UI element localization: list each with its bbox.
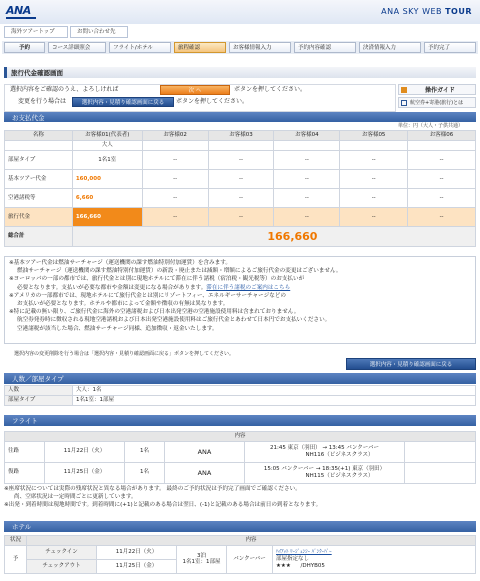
tab-overseas-top[interactable]: 海外ツアートップ xyxy=(4,26,68,38)
col-header: お客様04 xyxy=(274,131,340,141)
hotel-room-type: 部屋指定なし xyxy=(276,555,310,562)
col-header: お客様06 xyxy=(408,131,476,141)
tab-contact[interactable]: お問い合わせ先 xyxy=(70,26,128,38)
step-complete: 予約完了 xyxy=(424,42,476,53)
cell: -- xyxy=(274,170,340,189)
notice-line: 航空券発券時に徴収される現地空港諸税および日本出発空港施設使用料はご旅行代金とあわせて日本円でお支払いください。 xyxy=(17,317,331,324)
airport-tax-label: 航空券+寄港(旅行)とは xyxy=(410,100,464,106)
step-reserve: 予約 xyxy=(4,42,45,53)
flight-route: 21:45 東京（羽田） → 13:45 バンクーバー xyxy=(270,445,379,451)
row-label: 人数 xyxy=(5,386,73,396)
unit-note: 単位：円（大人・子供共通） xyxy=(398,123,464,129)
table-row xyxy=(5,462,476,483)
table-row xyxy=(5,396,476,406)
cell: -- xyxy=(340,208,408,227)
logo-underline xyxy=(6,17,36,19)
cell: 1名1室 xyxy=(72,151,142,170)
total-value: 166,660 xyxy=(267,229,318,243)
flight-section-title xyxy=(4,415,476,426)
instruction-text1-post: ボタンを押してください。 xyxy=(234,86,307,93)
checkin-date: 11月22日（火） xyxy=(97,545,177,559)
checkout-label: チェックアウト xyxy=(27,559,97,573)
flight-title: フライト xyxy=(12,416,38,425)
payment-section-title xyxy=(4,112,476,122)
change-note: 選択内容の変更削除を行う場合は「選択内容・見積り確認画面に戻る」ボタンを押してください。 xyxy=(14,351,235,357)
step-itinerary-confirm: 旅程確認 xyxy=(174,42,226,53)
cell: -- xyxy=(142,208,208,227)
step-customer-info: お客様情報入力 xyxy=(229,42,291,53)
airport-tax-link[interactable] xyxy=(398,97,476,108)
row-label: 部屋タイプ xyxy=(5,151,73,170)
hotel-table xyxy=(4,535,476,574)
flight-airline: ANA xyxy=(165,462,245,483)
notice-line: ※出発・到着時間は現地時間です。到着時間に(+1)と記載のある場合は翌日、(-1)と記載のある場合は前日の到着となります。 xyxy=(4,502,322,509)
persons-table xyxy=(4,385,476,406)
cell: 大人：1名 xyxy=(73,386,476,396)
notice-line: ※座席状況については実際の残席状況と異なる場合があります。 最終のご予約状況は予約完了画面でご確認ください。 xyxy=(4,486,301,492)
hotel-city: バンクーバー xyxy=(227,545,273,573)
flight-airline: ANA xyxy=(165,441,245,462)
col-header: お客様01(代表者) xyxy=(72,131,142,141)
back-to-estimate-button[interactable]: 選択内容・見積り確認画面に戻る xyxy=(72,97,174,107)
brand-name xyxy=(381,7,472,17)
flight-content-header: 内容 xyxy=(5,432,476,442)
cell: -- xyxy=(274,208,340,227)
table-row xyxy=(5,208,476,227)
instruction-text2: 変更を行う場合は xyxy=(18,98,67,105)
row-label: 旅行代金 xyxy=(5,208,73,227)
notice-box xyxy=(4,256,476,344)
cell: -- xyxy=(208,208,274,227)
flight-route: 15:05 バンクーバー → 18:35(+1) 東京（羽田） xyxy=(263,466,386,472)
persons-section-title xyxy=(4,373,476,384)
cell: -- xyxy=(142,189,208,208)
cell: -- xyxy=(340,151,408,170)
cell: 160,000 xyxy=(72,170,142,189)
cell: -- xyxy=(274,151,340,170)
cell: -- xyxy=(408,208,476,227)
row-label: 空港諸税等 xyxy=(5,189,73,208)
brand-suffix: TOUR xyxy=(445,7,472,16)
cell: -- xyxy=(408,189,476,208)
step-payment-info: 決済情報入力 xyxy=(359,42,421,53)
flight-table xyxy=(4,431,476,484)
cell: -- xyxy=(142,151,208,170)
hotel-content-header: 内容 xyxy=(27,536,476,546)
hotel-title: ホテル xyxy=(12,522,32,531)
cell: -- xyxy=(408,170,476,189)
table-row xyxy=(5,170,476,189)
hotel-status: 予 xyxy=(5,545,27,573)
hotel-status-header: 状況 xyxy=(5,536,27,546)
cell: -- xyxy=(208,189,274,208)
payment-title: お支払代金 xyxy=(12,113,45,122)
notice-line: 燃油サーチャージ（運送機関の課す燃油特別付加運賃）の新設・廃止または減額・増額によるご旅行代金の変更はございません。 xyxy=(17,268,342,275)
guide-label: 操作ガイド xyxy=(425,86,455,94)
page-title: 旅行代金確認画面 xyxy=(4,67,476,78)
hotel-nights: 3泊 xyxy=(197,552,206,559)
table-row xyxy=(5,545,476,559)
hotel-stars: ★★★ xyxy=(276,562,291,569)
cell: 1名1室：1部屋 xyxy=(73,396,476,406)
row-label: 基本ツアー代金 xyxy=(5,170,73,189)
cell: -- xyxy=(208,151,274,170)
flight-date: 11月22日（火） xyxy=(45,441,125,462)
persons-title: 人数／部屋タイプ xyxy=(12,374,64,383)
flight-number: NH116（ビジネスクラス） xyxy=(305,451,374,458)
cell: -- xyxy=(408,151,476,170)
guide-icon xyxy=(401,87,407,93)
ana-logo[interactable]: ANA xyxy=(6,4,31,17)
notice-line: ※基本ツアー代金は燃油サーチャージ（運送機関の課す燃油特別付加運賃）を含みます。 xyxy=(9,260,231,266)
table-row xyxy=(5,189,476,208)
col-header: お客様05 xyxy=(340,131,408,141)
instruction-text1: 選択内容をご確認のうえ、よろしければ xyxy=(10,86,119,93)
next-button[interactable]: 次 へ xyxy=(160,85,230,95)
brand-prefix: ANA SKY WEB xyxy=(381,7,443,16)
flight-direction: 復路 xyxy=(5,462,45,483)
notice-line: 空港諸税が該当した場合、燃油サーチャージ同様、追加徴収・返金いたします。 xyxy=(17,325,218,332)
row-label: 部屋タイプ xyxy=(5,396,73,406)
instruction-text2-post: ボタンを押してください。 xyxy=(176,98,249,105)
notice-line: ※ヨーロッパの一部の都市では、旅行代金とは別に現地ホテルにて滞在に伴う諸税（宿泊税・観光税等）のお支払いが xyxy=(9,276,305,283)
flight-direction: 往路 xyxy=(5,441,45,462)
flight-pax: 1名 xyxy=(125,462,165,483)
cell: -- xyxy=(208,170,274,189)
instruction-line1 xyxy=(10,86,118,94)
hotel-rooms: 1名1室：1部屋 xyxy=(182,559,221,566)
checkin-label: チェックイン xyxy=(27,545,97,559)
sub-header-adult: 大人 xyxy=(72,141,142,151)
col-header: お客様02 xyxy=(142,131,208,141)
flight-number: NH115（ビジネスクラス） xyxy=(305,472,374,479)
total-label: 総合計 xyxy=(5,227,73,247)
cell: -- xyxy=(142,170,208,189)
cell: 166,660 xyxy=(72,208,142,227)
col-name-header: 名称 xyxy=(5,131,73,141)
checkout-date: 11月25日（金） xyxy=(97,559,177,573)
notice-line: 必要となります。支払いが必要な都市や金額は変更になる場合があります。 xyxy=(17,284,207,291)
step-course-detail: コース詳細照会 xyxy=(48,42,106,53)
notice-line: お支払いが必要となります。ホテルや都市によって金額や徴収の有無は異なります。 xyxy=(17,301,229,308)
col-header: お客様03 xyxy=(208,131,274,141)
info-icon xyxy=(401,100,407,106)
table-row xyxy=(5,151,476,170)
notice-line: 尚、空席状況は一定時間ごとに更新しています。 xyxy=(14,494,137,501)
cell: -- xyxy=(340,189,408,208)
table-row xyxy=(5,386,476,396)
notice-line: ※特に記載の無い限り、ご旅行代金に海外の空港諸税および日本出発空港の空港施設使用料は含まれておりません。 xyxy=(9,309,300,316)
tax-info-link[interactable]: 滞在に伴う諸税のご案内はこちら xyxy=(206,284,291,291)
hotel-code: /DHYB05 xyxy=(300,562,325,569)
guide-link[interactable] xyxy=(398,84,476,95)
cell: 6,660 xyxy=(72,189,142,208)
seat-notes xyxy=(4,485,476,510)
cell: -- xyxy=(340,170,408,189)
hotel-name-link[interactable]: ﾊｲｱｯﾄ ﾘｰｼﾞｪﾝｼｰ ﾊﾞﾝｸｰﾊﾞｰ xyxy=(276,548,332,555)
step-flight-hotel: フライト/ホテル xyxy=(109,42,171,53)
table-row xyxy=(5,441,476,462)
flight-pax: 1名 xyxy=(125,441,165,462)
back-to-estimate-button-2[interactable]: 選択内容・見積り確認画面に戻る xyxy=(346,358,476,370)
notice-line: ※アメリカの一部都市では、現地ホテルにて旅行代金とは別にリゾートフィー、エネルギーサーチャージなどの xyxy=(9,292,286,299)
payment-table xyxy=(4,130,476,247)
cell: -- xyxy=(274,189,340,208)
flight-date: 11月25日（金） xyxy=(45,462,125,483)
hotel-section-title xyxy=(4,521,476,532)
step-reservation-confirm: 予約内容確認 xyxy=(294,42,356,53)
